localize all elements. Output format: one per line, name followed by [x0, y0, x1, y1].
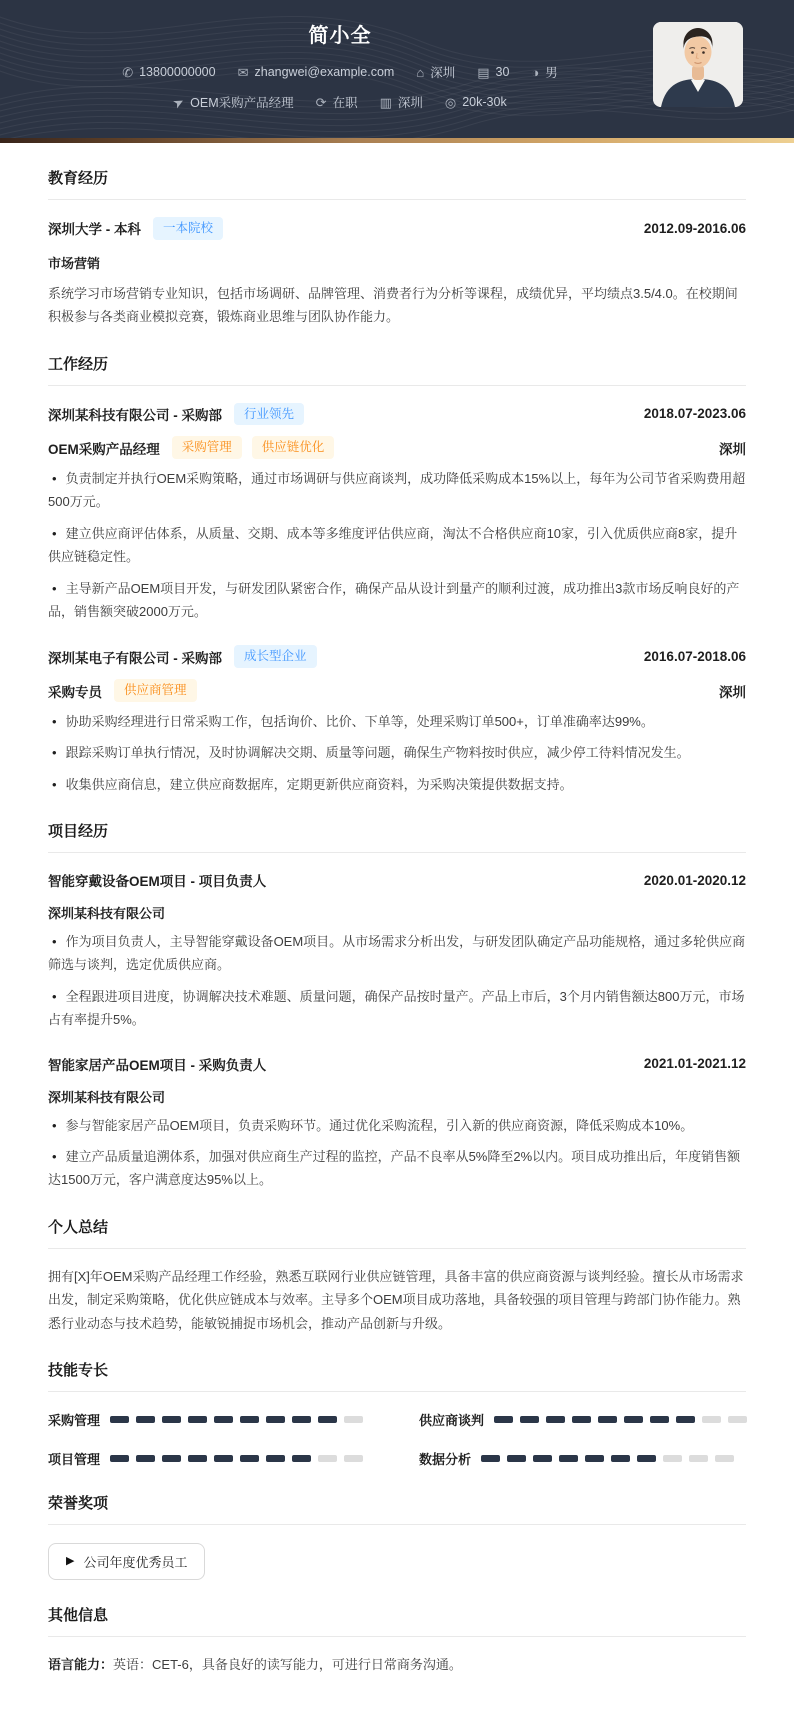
section-skills	[48, 1359, 746, 1468]
job-location: 深圳	[719, 441, 746, 457]
job-1-title-row	[48, 436, 746, 459]
job-location: 深圳	[719, 684, 746, 700]
company-name: 深圳某科技有限公司 - 采购部	[48, 407, 222, 423]
education-section-title: 教育经历	[48, 167, 746, 200]
play-icon: ▶	[66, 1554, 75, 1567]
job-entry-1	[48, 403, 746, 624]
resume-body	[0, 167, 794, 1715]
summary-section-title: 个人总结	[48, 1216, 746, 1249]
company-name: 深圳某电子有限公司 - 采购部	[48, 650, 222, 666]
skill-segment	[292, 1416, 311, 1423]
other-section-title: 其他信息	[48, 1604, 746, 1637]
header-accent-bar	[0, 138, 794, 143]
skill-row-procurement	[48, 1410, 363, 1429]
home-icon: ⌂	[416, 64, 425, 80]
education-entry	[48, 217, 746, 240]
skill-segment	[162, 1416, 181, 1423]
job-bullet: • 收集供应商信息，建立供应商数据库，定期更新供应商资料，为采购决策提供数据支持。	[48, 773, 746, 796]
skill-segment	[663, 1455, 682, 1462]
project-bullet: • 作为项目负责人，主导智能穿戴设备OEM项目。从市场需求分析出发，与研发团队确定产品功能规格，通过多轮供应商筛选与谈判，选定优质供应商。	[48, 930, 746, 977]
education-description: 系统学习市场营销专业知识，包括市场调研、品牌管理、消费者行为分析等课程，成绩优异，平均绩点3.5/4.0。在校期间积极参与各类商业模拟竞赛，锻炼商业思维与团队协作能力。	[48, 285, 738, 325]
city-icon: ▥	[379, 94, 392, 110]
target-position	[170, 92, 294, 112]
skill-segment	[611, 1455, 630, 1462]
skill-label: 采购管理	[48, 1412, 101, 1428]
job-2-company-row	[48, 645, 746, 668]
job-status	[316, 93, 358, 111]
home-city	[416, 63, 455, 81]
status-icon: ⟳	[315, 94, 327, 110]
job-bullet: • 协助采购经理进行日常采购工作，包括询价、比价、下单等，处理采购订单500+，订单准确率达99%。	[48, 710, 746, 733]
skill-segment	[344, 1455, 363, 1462]
profile-photo-illustration	[653, 22, 743, 107]
gender-value: 男	[545, 66, 558, 80]
email-value: zhangwei@example.com	[254, 65, 395, 79]
skill-segment	[572, 1416, 591, 1423]
section-honors	[48, 1492, 746, 1580]
candidate-name: 简小全	[308, 25, 372, 47]
skill-segment	[494, 1416, 513, 1423]
section-projects	[48, 820, 746, 1192]
skill-segment	[546, 1416, 565, 1423]
skill-segment	[507, 1455, 526, 1462]
section-summary	[48, 1216, 746, 1335]
contact-row-2	[0, 93, 680, 111]
project-1-name-row	[48, 870, 746, 890]
project-date: 2021.01-2021.12	[643, 1056, 746, 1072]
work-city-value: 深圳	[397, 96, 423, 110]
skill-segment	[585, 1455, 604, 1462]
skill-level-bar	[494, 1416, 747, 1423]
skill-level-bar	[110, 1416, 363, 1423]
work-section-title: 工作经历	[48, 353, 746, 386]
major-name: 市场营销	[48, 255, 101, 271]
honors-section-title: 荣誉奖项	[48, 1492, 746, 1525]
project-date: 2020.01-2020.12	[643, 872, 746, 888]
skill-segment	[214, 1416, 233, 1423]
project-company: 深圳某科技有限公司	[48, 1089, 166, 1105]
position-icon: ➤	[170, 92, 188, 112]
expected-salary	[445, 95, 507, 109]
phone-value: 13800000000	[139, 65, 216, 79]
skill-segment	[637, 1455, 656, 1462]
skill-segment	[598, 1416, 617, 1423]
skill-segment	[162, 1455, 181, 1462]
language-label: 语言能力：	[48, 1656, 114, 1672]
job-status-value: 在职	[332, 96, 358, 110]
skills-grid	[48, 1410, 746, 1468]
skill-segment	[188, 1455, 207, 1462]
project-bullet: • 建立产品质量追溯体系，加强对供应商生产过程的监控，产品不良率从5%降至2%以内。项目成功推出后，年度销售额达1500万元，客户满意度达95%以上。	[48, 1145, 746, 1192]
job-1-company-row	[48, 403, 746, 426]
skill-segment	[650, 1416, 669, 1423]
gender-icon: ◑	[531, 64, 540, 80]
project-name: 智能家居产品OEM项目 - 采购负责人	[48, 1057, 267, 1073]
job-skill-tag: 供应链优化	[252, 436, 335, 459]
section-work	[48, 353, 746, 797]
skill-segment	[136, 1416, 155, 1423]
job-date: 2016.07-2018.06	[643, 649, 746, 665]
phone	[122, 65, 215, 79]
skill-segment	[266, 1416, 285, 1423]
honor-item-button[interactable]	[48, 1543, 205, 1580]
section-education	[48, 167, 746, 329]
skill-segment	[240, 1416, 259, 1423]
skill-segment	[559, 1455, 578, 1462]
profile-photo	[653, 22, 743, 107]
job-bullet: • 建立供应商评估体系，从质量、交期、成本等多维度评估供应商，淘汰不合格供应商10家，引入优质供应商8家，提升供应链稳定性。	[48, 522, 746, 569]
language-ability	[48, 1653, 746, 1676]
skill-segment	[214, 1455, 233, 1462]
skill-segment	[702, 1416, 721, 1423]
skill-label: 数据分析	[419, 1451, 472, 1467]
skill-level-bar	[110, 1455, 363, 1462]
skill-segment	[689, 1455, 708, 1462]
work-city	[380, 93, 423, 111]
age-value: 30	[495, 65, 510, 79]
skill-segment	[624, 1416, 643, 1423]
job-date: 2018.07-2023.06	[643, 406, 746, 422]
email-icon: ✉	[237, 64, 249, 80]
salary-icon: ◎	[444, 94, 457, 110]
skill-label: 供应商谈判	[419, 1412, 485, 1428]
summary-text: 拥有[X]年OEM采购产品经理工作经验，熟悉互联网行业供应链管理，具备丰富的供应商资源与谈判经验。擅长从市场需求出发，制定采购策略，优化供应链成本与效率。主导多个OEM项目成功落地，具备较强的项目管理与跨部门协作能力。熟悉行业动态与技术趋势，能敏锐捕捉市场机会，推动产品创新与升级。	[48, 1268, 744, 1331]
email	[238, 65, 395, 79]
project-name: 智能穿戴设备OEM项目 - 项目负责人	[48, 874, 267, 890]
phone-icon: ✆	[122, 64, 134, 80]
skill-segment	[481, 1455, 500, 1462]
project-entry-1	[48, 870, 746, 1032]
gender	[531, 63, 557, 81]
skill-segment	[728, 1416, 747, 1423]
skill-segment	[266, 1455, 285, 1462]
job-title: OEM采购产品经理	[48, 441, 160, 457]
job-entry-2	[48, 645, 746, 796]
home-city-value: 深圳	[430, 66, 456, 80]
honor-label: 公司年度优秀员工	[83, 1554, 188, 1570]
skill-segment	[318, 1416, 337, 1423]
job-skill-tag: 供应商管理	[114, 679, 197, 702]
skill-row-project-mgmt	[48, 1449, 363, 1468]
skill-segment	[344, 1416, 363, 1423]
skill-row-data-analysis	[419, 1449, 747, 1468]
skill-segment	[520, 1416, 539, 1423]
skill-segment	[110, 1455, 129, 1462]
company-tag: 成长型企业	[234, 645, 317, 668]
job-bullet: • 负责制定并执行OEM采购策略，通过市场调研与供应商谈判，成功降低采购成本15%以上，每年为公司节省采购费用超500万元。	[48, 467, 746, 514]
project-company: 深圳某科技有限公司	[48, 906, 166, 922]
skill-segment	[715, 1455, 734, 1462]
job-bullet: • 主导新产品OEM项目开发，与研发团队紧密合作，确保产品从设计到量产的顺利过渡，成功推出3款市场反响良好的产品，销售额突破2000万元。	[48, 577, 746, 624]
job-bullet: • 跟踪采购订单执行情况，及时协调解决交期、质量等问题，确保生产物料按时供应，减少停工待料情况发生。	[48, 741, 746, 764]
job-skill-tag: 采购管理	[172, 436, 242, 459]
skill-segment	[240, 1455, 259, 1462]
skill-segment	[318, 1455, 337, 1462]
skill-level-bar	[481, 1455, 734, 1462]
project-bullet: • 参与智能家居产品OEM项目，负责采购环节。通过优化采购流程，引入新的供应商资源，降低采购成本10%。	[48, 1114, 746, 1137]
project-entry-2	[48, 1054, 746, 1192]
job-2-title-row	[48, 679, 746, 702]
school-tag: 一本院校	[153, 217, 223, 240]
education-date: 2012.09-2016.06	[643, 220, 746, 236]
skill-segment	[533, 1455, 552, 1462]
age-icon: ▤	[477, 64, 490, 80]
job-title: 采购专员	[48, 684, 102, 700]
school-name: 深圳大学 - 本科	[48, 222, 141, 238]
skill-segment	[676, 1416, 695, 1423]
projects-section-title: 项目经历	[48, 820, 746, 853]
target-position-value: OEM采购产品经理	[190, 96, 294, 110]
skills-section-title: 技能专长	[48, 1359, 746, 1392]
resume-header	[0, 0, 794, 138]
project-2-name-row	[48, 1054, 746, 1074]
skill-row-negotiation	[419, 1410, 747, 1429]
skill-segment	[292, 1455, 311, 1462]
skill-segment	[136, 1455, 155, 1462]
section-other	[48, 1604, 746, 1676]
project-bullet: • 全程跟进项目进度，协调解决技术难题、质量问题，确保产品按时量产。产品上市后，3个月内销售额达800万元，市场占有率提升5%。	[48, 985, 746, 1032]
expected-salary-value: 20k-30k	[462, 95, 507, 109]
skill-segment	[188, 1416, 207, 1423]
skill-segment	[110, 1416, 129, 1423]
age	[477, 65, 509, 79]
skill-label: 项目管理	[48, 1451, 101, 1467]
contact-row-1	[0, 63, 680, 81]
company-tag: 行业领先	[234, 403, 304, 426]
language-text: 英语：CET-6，具备良好的读写能力，可进行日常商务沟通。	[113, 1656, 462, 1672]
